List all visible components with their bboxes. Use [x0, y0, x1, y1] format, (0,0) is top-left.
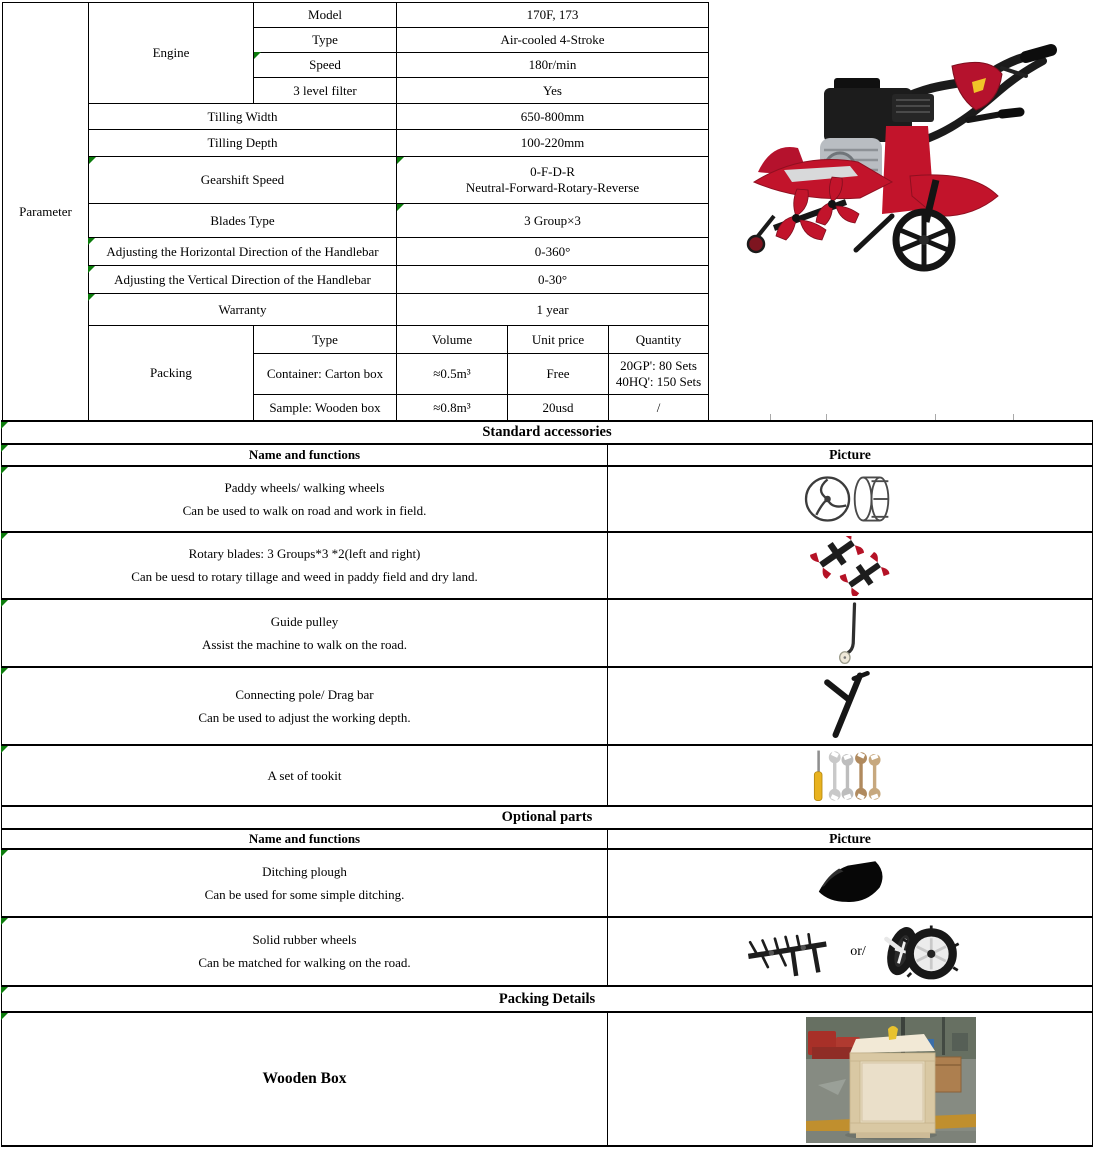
packing-carton-quantity-cell [609, 354, 709, 395]
table-row [3, 294, 709, 326]
tilling-depth-value-cell: 100-220mm [397, 130, 709, 157]
speed-value-cell: 180r/min [397, 53, 709, 78]
standard-accessories-column-header [2, 443, 1092, 465]
rotary-blades-icon [608, 533, 1092, 598]
gearshift-value-line2: Neutral-Forward-Rotary-Reverse [465, 180, 640, 195]
accessory-name: Guide pulley [270, 613, 339, 629]
optional-row-ditching-plough [2, 848, 1092, 916]
optional-parts-column-header [2, 828, 1092, 848]
accessory-description: Assist the machine to walk on the road. [201, 636, 408, 652]
accessory-row-drag-bar [2, 666, 1092, 744]
cell-comment-marker [88, 266, 95, 273]
picture-header: Picture [829, 831, 871, 846]
accessory-description: Can be uesd to rotary tillage and weed in paddy field and dry land. [131, 569, 478, 584]
adjust-vertical-label-cell: Adjusting the Vertical Direction of the Handlebar [89, 266, 397, 294]
accessory-name: Rotary blades: 3 Groups*3 *2(left and right) [188, 546, 421, 561]
cell-comment-marker [1, 533, 8, 540]
accessories-sections [1, 420, 1093, 1147]
cell-comment-marker [88, 294, 95, 301]
packing-sample-volume-cell: ≈0.8m³ [397, 395, 508, 421]
packing-sample-type-cell: Sample: Wooden box [254, 395, 397, 421]
toolkit-icon [608, 746, 1092, 805]
accessory-description: Can be used to walk on road and work in field. [182, 502, 427, 518]
section-title: Optional parts [501, 809, 593, 825]
cell-comment-marker [1, 746, 8, 753]
speed-label-cell: Speed [254, 53, 397, 78]
packing-header-volume: Volume [397, 326, 508, 354]
product-photo-tiller [740, 30, 1075, 330]
picture-header: Picture [829, 447, 871, 462]
drag-bar-icon [608, 668, 1092, 744]
part-name: Solid rubber wheels [252, 932, 357, 947]
paddy-wheels-icon [608, 467, 1092, 531]
cell-comment-marker [1, 600, 8, 607]
blades-value-cell: 3 Group×3 [397, 204, 709, 238]
tilling-width-label-cell: Tilling Width [89, 104, 397, 130]
adjust-vertical-value-cell: 0-30° [397, 266, 709, 294]
packing-sample-price-cell: 20usd [508, 395, 609, 421]
cell-comment-marker [254, 52, 261, 59]
standard-accessories-header [2, 420, 1092, 443]
filter-value-cell: Yes [397, 78, 709, 104]
cell-comment-marker [1, 467, 8, 474]
gearshift-label-cell: Gearshift Speed [89, 157, 397, 204]
section-title: Standard accessories [482, 424, 612, 440]
guide-pulley-icon [608, 600, 1092, 666]
metal-wheels-icon [736, 921, 844, 983]
packing-header-type: Type [254, 326, 397, 354]
adjust-horizontal-label-cell: Adjusting the Horizontal Direction of the Handlebar [89, 238, 397, 266]
type-label-cell: Type [254, 28, 397, 53]
model-label-cell: Model [254, 3, 397, 28]
accessory-row-guide-pulley [2, 598, 1092, 666]
accessory-description: Can be used to adjust the working depth. [198, 709, 411, 725]
cell-comment-marker [1, 918, 8, 925]
cell-comment-marker [88, 238, 95, 245]
cell-comment-marker [1, 445, 8, 452]
accessory-name: A set of tookit [267, 767, 342, 783]
engine-label-cell: Engine [89, 3, 254, 104]
warranty-value-cell: 1 year [397, 294, 709, 326]
table-row [3, 157, 709, 204]
optional-parts-header [2, 805, 1092, 828]
gearshift-value-line1: 0-F-D-R [530, 164, 575, 180]
table-row [3, 204, 709, 238]
table-row [3, 266, 709, 294]
part-name: Ditching plough [262, 863, 347, 879]
part-description: Can be used for some simple ditching. [204, 886, 405, 902]
filter-label-cell: 3 level filter [254, 78, 397, 104]
name-functions-header: Name and functions [2, 445, 608, 465]
cell-comment-marker [397, 157, 404, 164]
ditching-plough-icon [608, 850, 1092, 916]
packing-header-unit-price: Unit price [508, 326, 609, 354]
packing-details-row [2, 1011, 1092, 1145]
cell-comment-marker [1, 668, 8, 675]
parameter-label-cell: Parameter [3, 3, 89, 421]
cell-comment-marker [1, 1013, 8, 1020]
accessory-name: Paddy wheels/ walking wheels [224, 479, 385, 495]
gearshift-value-cell [397, 157, 709, 204]
packing-label-cell: Packing [89, 326, 254, 421]
table-row [3, 326, 709, 354]
type-value-cell: Air-cooled 4-Stroke [397, 28, 709, 53]
accessory-row-rotary-blades [2, 531, 1092, 598]
cell-comment-marker [1, 850, 8, 857]
accessory-name: Connecting pole/ Drag bar [235, 686, 374, 702]
section-title: Packing Details [498, 990, 596, 1007]
tilling-width-value-cell: 650-800mm [397, 104, 709, 130]
packing-carton-volume-cell: ≈0.5m³ [397, 354, 508, 395]
packing-carton-type-cell: Container: Carton box [254, 354, 397, 395]
table-row [3, 130, 709, 157]
warranty-label-cell: Warranty [89, 294, 397, 326]
cell-comment-marker [1, 422, 8, 429]
or-text: or/ [850, 943, 866, 959]
optional-row-solid-rubber-wheels [2, 916, 1092, 985]
accessory-row-paddy-wheels [2, 465, 1092, 531]
blades-label-cell: Blades Type [89, 204, 397, 238]
cell-comment-marker [397, 204, 404, 211]
table-row [3, 3, 709, 28]
parameter-table [2, 2, 709, 421]
wooden-box-photo [608, 1013, 1092, 1145]
accessory-row-toolkit [2, 744, 1092, 805]
part-description: Can be matched for walking on the road. [198, 955, 411, 970]
table-row [3, 238, 709, 266]
adjust-horizontal-value-cell: 0-360° [397, 238, 709, 266]
model-value-cell: 170F, 173 [397, 3, 709, 28]
quantity-line1: 20GP': 80 Sets [620, 358, 697, 374]
cell-comment-marker [1, 987, 8, 994]
rubber-wheels-icon [872, 920, 964, 984]
packing-header-quantity: Quantity [609, 326, 709, 354]
quantity-line2: 40HQ': 150 Sets [615, 374, 702, 389]
packing-details-header [2, 985, 1092, 1011]
packing-sample-quantity-cell: / [609, 395, 709, 421]
tilling-depth-label-cell: Tilling Depth [89, 130, 397, 157]
tiller-image [740, 30, 1075, 330]
packing-carton-price-cell: Free [508, 354, 609, 395]
name-functions-header: Name and functions [2, 830, 608, 848]
packing-item-name: Wooden Box [262, 1070, 347, 1087]
table-row [3, 104, 709, 130]
cell-comment-marker [89, 157, 96, 164]
solid-rubber-wheels-picture [608, 918, 1092, 985]
